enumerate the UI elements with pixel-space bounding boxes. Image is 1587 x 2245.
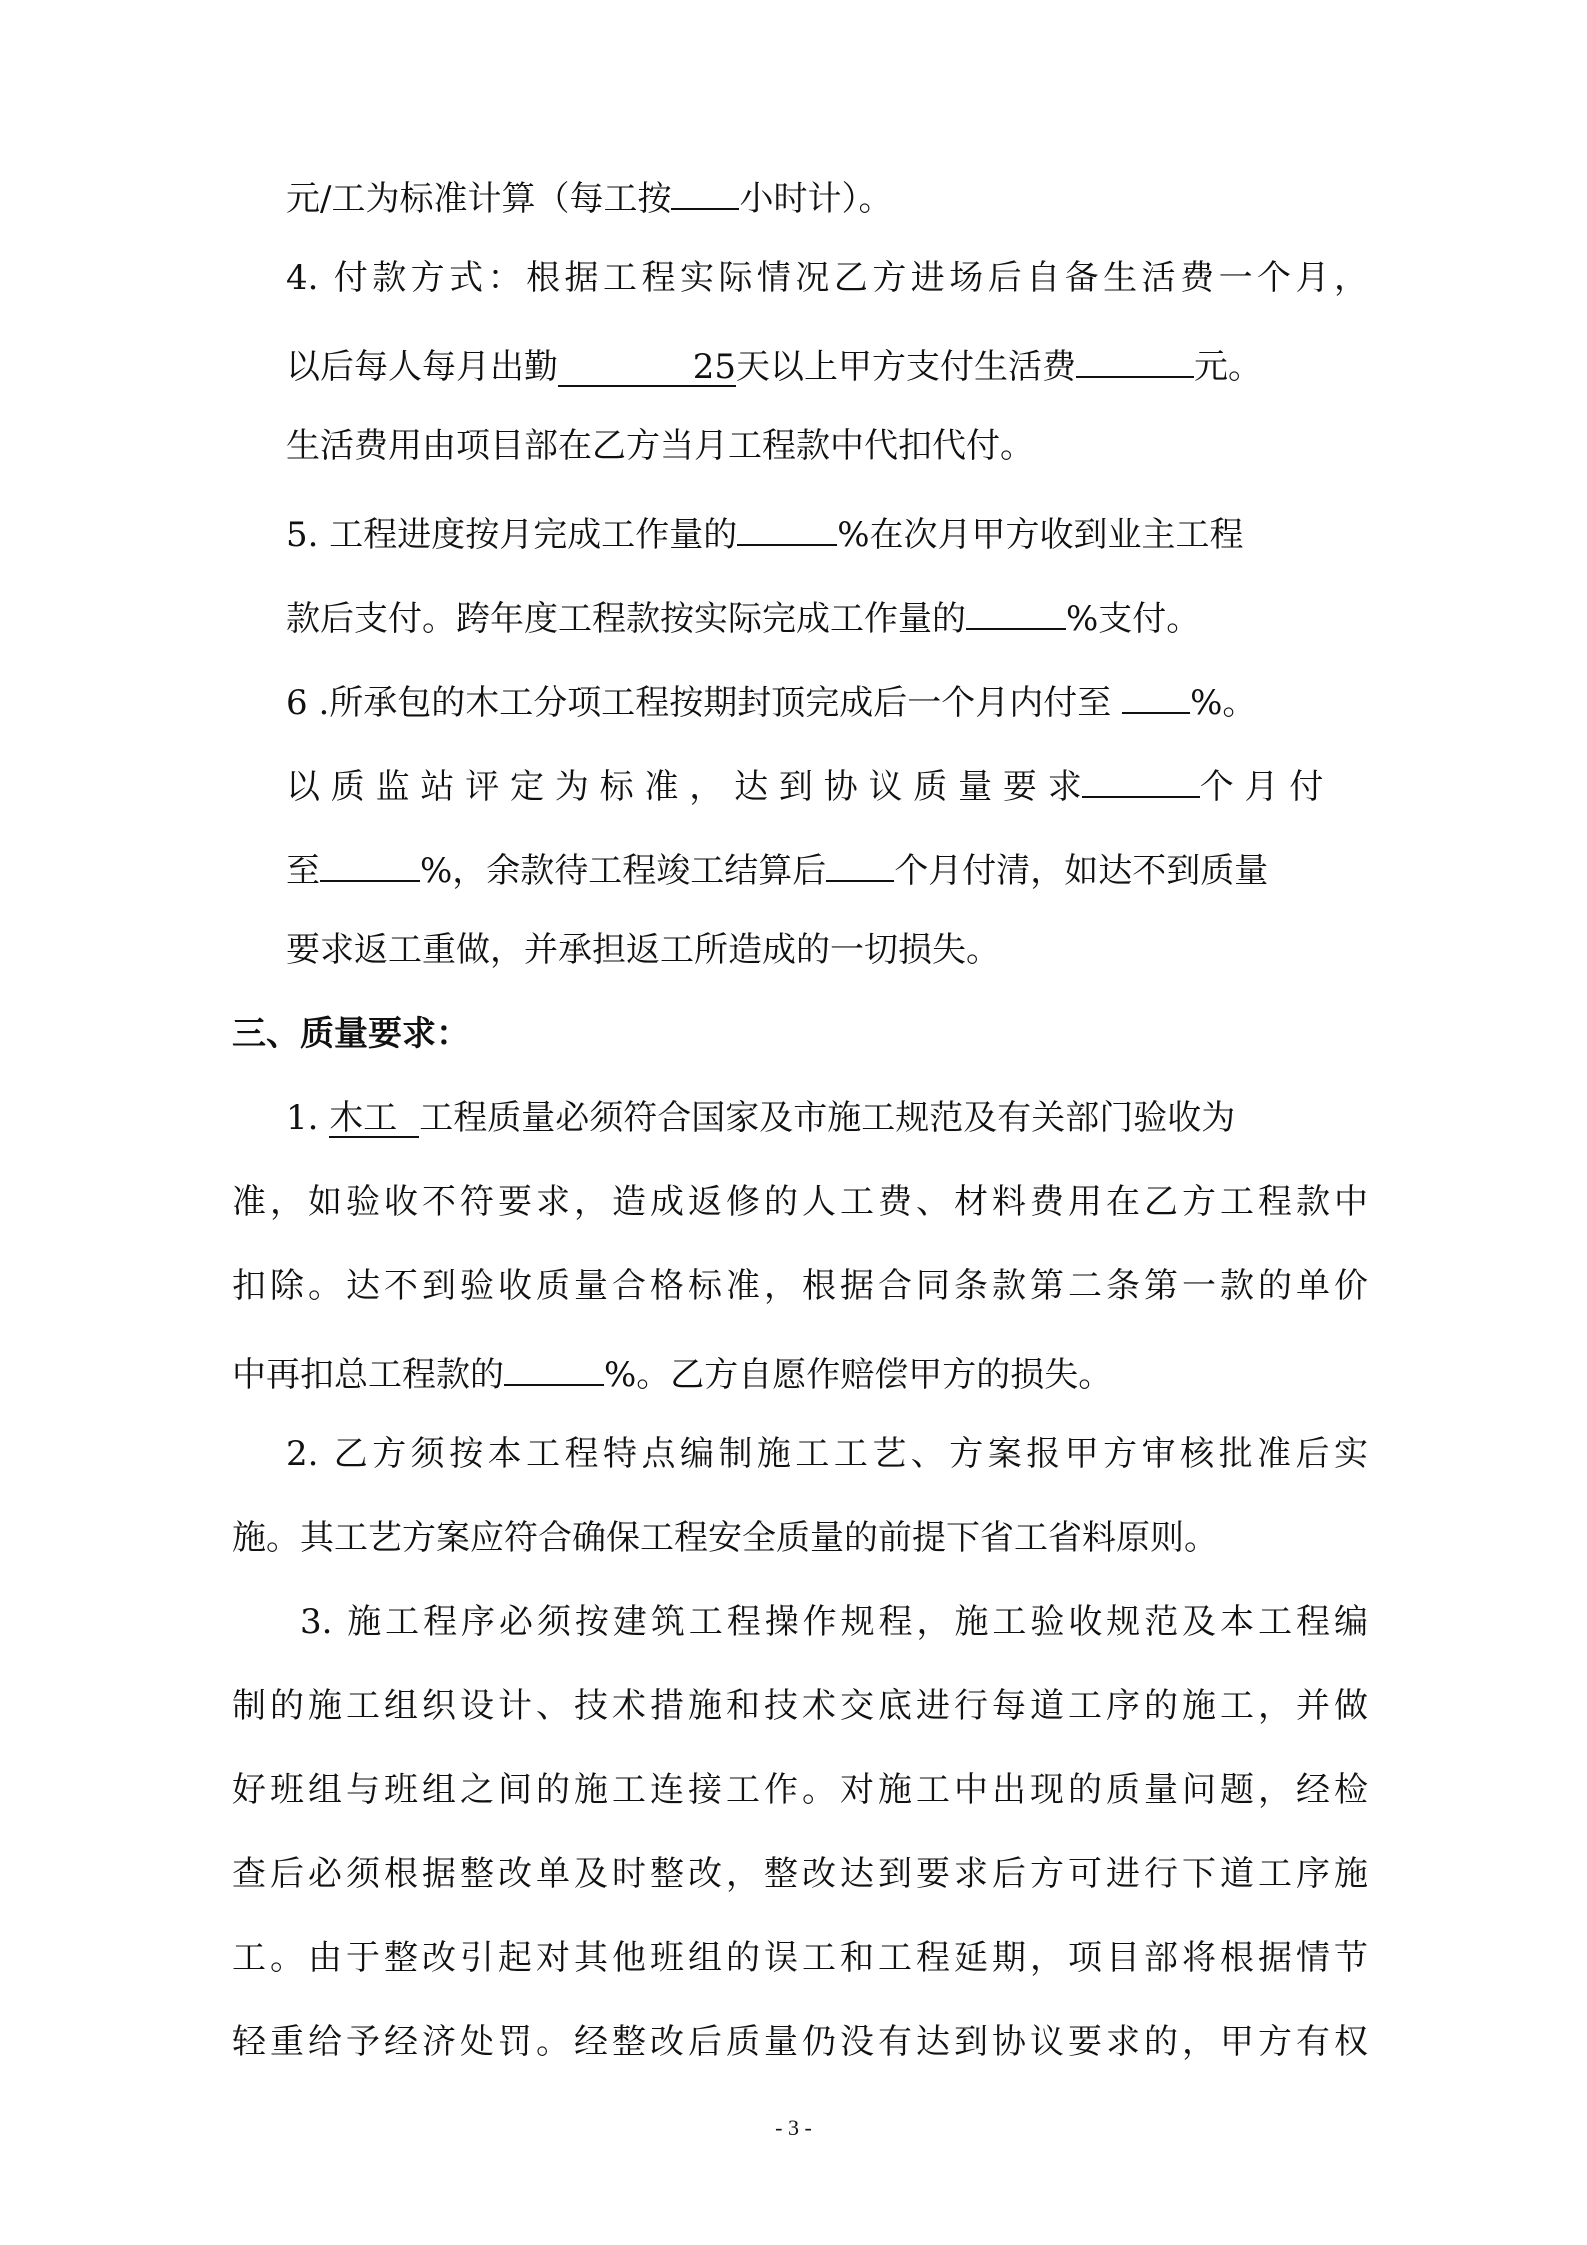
text-line (232, 1516, 1218, 1560)
text-segment: 要求返工重做，并承担返工所造成的一切损失。 (286, 930, 1000, 970)
text-line (286, 928, 1000, 972)
text-segment: 5. 工程进度按月完成工作量的 (286, 515, 738, 555)
text-segment: 以 质 监 站 评 定 为 标 准 ， 达 到 协 议 质 量 要 求 (286, 767, 1082, 807)
text-segment: 好班组与班组之间的施工连接工作。对施工中出现的质量问题，经检 (232, 1770, 1368, 1810)
text-line (286, 676, 1256, 725)
text-segment: 扣除。达不到验收质量合格标准，根据合同条款第二条第一款的单价 (232, 1266, 1368, 1306)
text-line (286, 1096, 1235, 1140)
text-segment: 中再扣总工程款的 (232, 1355, 504, 1395)
section-heading (232, 1012, 470, 1056)
page-number: - 3 - (775, 2115, 812, 2140)
text-segment: 生活费用由项目部在乙方当月工程款中代扣代付。 (286, 426, 1034, 466)
text-segment: 查后必须根据整改单及时整改，整改达到要求后方可进行下道工序施 (232, 1854, 1368, 1894)
text-segment: %支付。 (1066, 599, 1201, 639)
blank-field (1122, 676, 1190, 714)
text-segment: 天以上甲方支付生活费 (736, 347, 1076, 387)
text-line (232, 1348, 1112, 1397)
text-line (286, 592, 1200, 641)
blank-field (320, 844, 420, 882)
text-line (286, 172, 892, 221)
filled-field: 木工 (329, 1100, 419, 1138)
text-segment: 以后每人每月出勤 (286, 347, 558, 387)
text-line (286, 340, 1262, 389)
text-line (286, 424, 1034, 468)
text-line (232, 1768, 1368, 1812)
text-segment: 小时计）。 (739, 179, 893, 219)
text-line (286, 760, 1323, 809)
text-line (232, 1852, 1368, 1896)
text-segment: 个 月 付 (1199, 767, 1324, 807)
text-segment: %。乙方自愿作赔偿甲方的损失。 (604, 1355, 1113, 1395)
blank-field (966, 592, 1066, 630)
text-segment: 元/工为标准计算（每工按 (286, 179, 672, 219)
text-segment: 工。由于整改引起对其他班组的误工和工程延期，项目部将根据情节 (232, 1938, 1368, 1978)
blank-field (671, 172, 739, 210)
text-segment: 6 .所承包的木工分项工程按期封顶完成后一个月内付至 (286, 683, 1123, 723)
text-segment: 元。 (1194, 347, 1262, 387)
text-segment: 施。其工艺方案应符合确保工程安全质量的前提下省工省料原则。 (232, 1518, 1218, 1558)
blank-field (1076, 340, 1194, 378)
text-segment: 轻重给予经济处罚。经整改后质量仍没有达到协议要求的，甲方有权 (232, 2022, 1368, 2062)
text-line (286, 508, 1244, 557)
text-line (286, 844, 1268, 893)
text-segment: 工程质量必须符合国家及市施工规范及有关部门验收为 (419, 1098, 1236, 1138)
text-segment: 至 (286, 851, 320, 891)
text-line (286, 256, 1368, 300)
text-segment: 2. 乙方须按本工程特点编制施工工艺、方案报甲方审核批准后实 (286, 1434, 1368, 1474)
text-segment: 3. 施工程序必须按建筑工程操作规程，施工验收规范及本工程编 (300, 1602, 1368, 1642)
text-line (286, 1432, 1368, 1476)
text-segment: 4. 付款方式：根据工程实际情况乙方进场后自备生活费一个月， (286, 258, 1368, 298)
section-heading-text: 三、质量要求： (232, 1014, 470, 1054)
text-line (232, 1936, 1368, 1980)
text-line (232, 1264, 1368, 1308)
text-segment: 准，如验收不符要求，造成返修的人工费、材料费用在乙方工程款中 (232, 1182, 1368, 1222)
text-segment: %。 (1190, 683, 1257, 723)
text-segment: 款后支付。跨年度工程款按实际完成工作量的 (286, 599, 966, 639)
text-segment: %在次月甲方收到业主工程 (837, 515, 1244, 555)
blank-field (1082, 760, 1200, 798)
text-line (232, 1684, 1368, 1728)
text-segment: %，余款待工程竣工结算后 (420, 851, 827, 891)
text-line (232, 2020, 1368, 2064)
text-line (300, 1600, 1368, 1644)
blank-field (504, 1348, 604, 1386)
text-segment: 1. (286, 1098, 330, 1138)
blank-field (826, 844, 894, 882)
blank-field (737, 508, 837, 546)
text-line (232, 1180, 1368, 1224)
blank-field: 25 (558, 349, 736, 387)
text-segment: 个月付清，如达不到质量 (894, 851, 1269, 891)
text-segment: 制的施工组织设计、技术措施和技术交底进行每道工序的施工，并做 (232, 1686, 1368, 1726)
